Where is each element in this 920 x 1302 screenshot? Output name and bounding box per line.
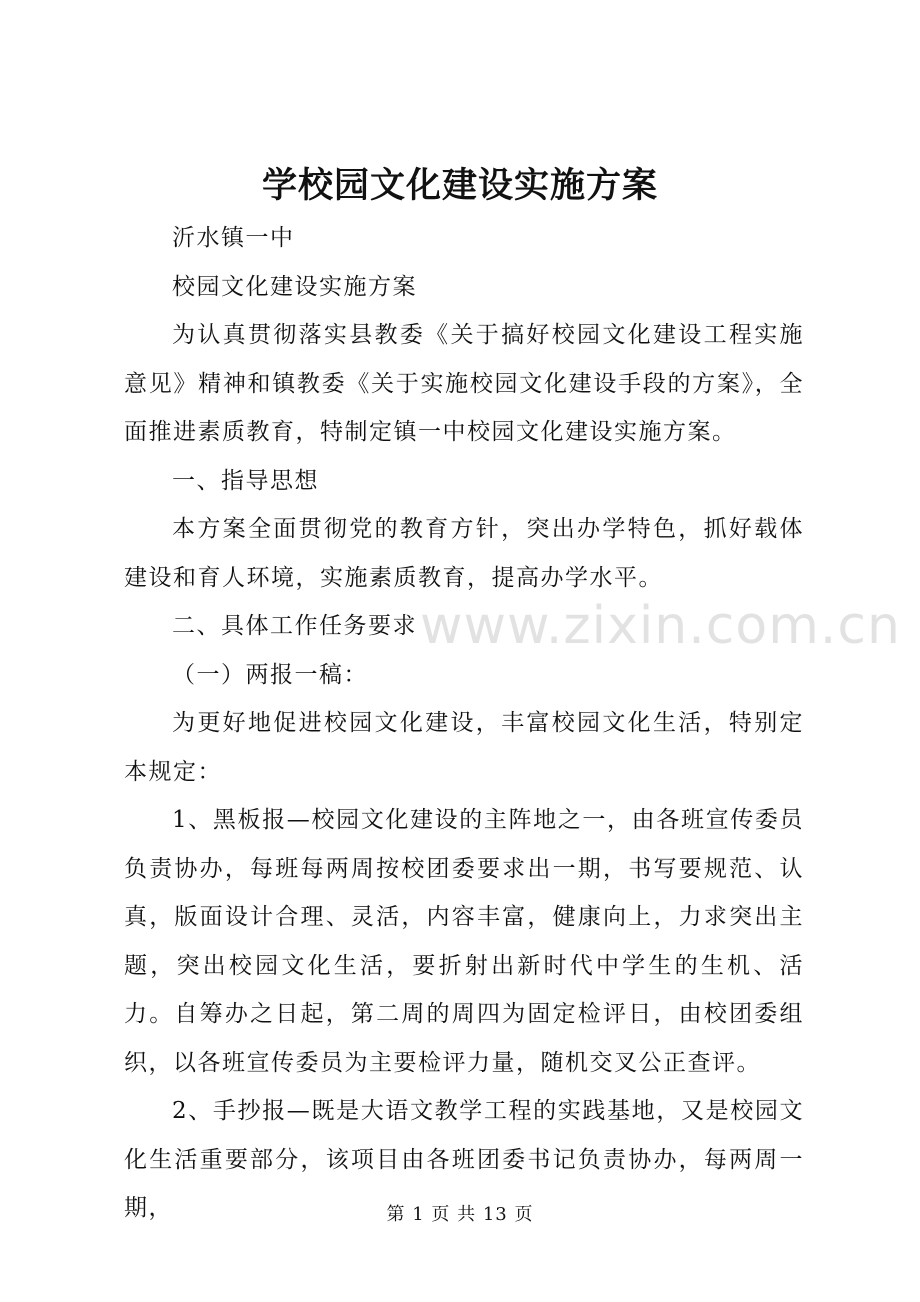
- section-heading-2: 二、具体工作任务要求: [172, 613, 417, 639]
- paragraph-guiding-idea: 本方案全面贯彻党的教育方针，突出办学特色，抓好载体建设和育人环境，实施素质教育，提高办学水平。: [124, 516, 804, 591]
- document-title: 学校园文化建设实施方案: [261, 165, 658, 206]
- paragraph-handwritten-paper: 2、手抄报—既是大语文教学工程的实践基地，又是校园文化生活重要部分，该项目由各班团委书记负责协办，每两周一期，: [124, 1098, 804, 1221]
- paragraph-subtitle: 校园文化建设实施方案: [172, 273, 417, 300]
- page-footer: 第 1 页 共 13 页: [386, 1204, 534, 1225]
- section-heading-1: 一、指导思想: [172, 467, 319, 494]
- subsection-heading: （一）两报一稿：: [172, 661, 368, 688]
- document-body: [124, 214, 804, 1233]
- watermark: www.zixin.com.cn: [420, 596, 901, 656]
- paragraph-purpose: 为更好地促进校园文化建设，丰富校园文化生活，特别定本规定：: [124, 710, 804, 785]
- paragraph-school-name: 沂水镇一中: [172, 225, 295, 251]
- paragraph-blackboard: 1、黑板报—校园文化建设的主阵地之一，由各班宣传委员负责协办，每班每两周按校团委要求出一期，书写要规范、认真，版面设计合理、灵活，内容丰富，健康向上，力求突出主题，突出校园文化生活，要折射出新时代中学生的生机、活力。自筹办之日起，第二周的周四为固定检评日，由校团委组织，以各班宣传委员为主要检评力量，随机交叉公正查评。: [124, 807, 804, 1076]
- paragraph-intro: 为认真贯彻落实县教委《关于搞好校园文化建设工程实施意见》精神和镇教委《关于实施校园文化建设手段的方案》，全面推进素质教育，特制定镇一中校园文化建设实施方案。: [124, 322, 804, 445]
